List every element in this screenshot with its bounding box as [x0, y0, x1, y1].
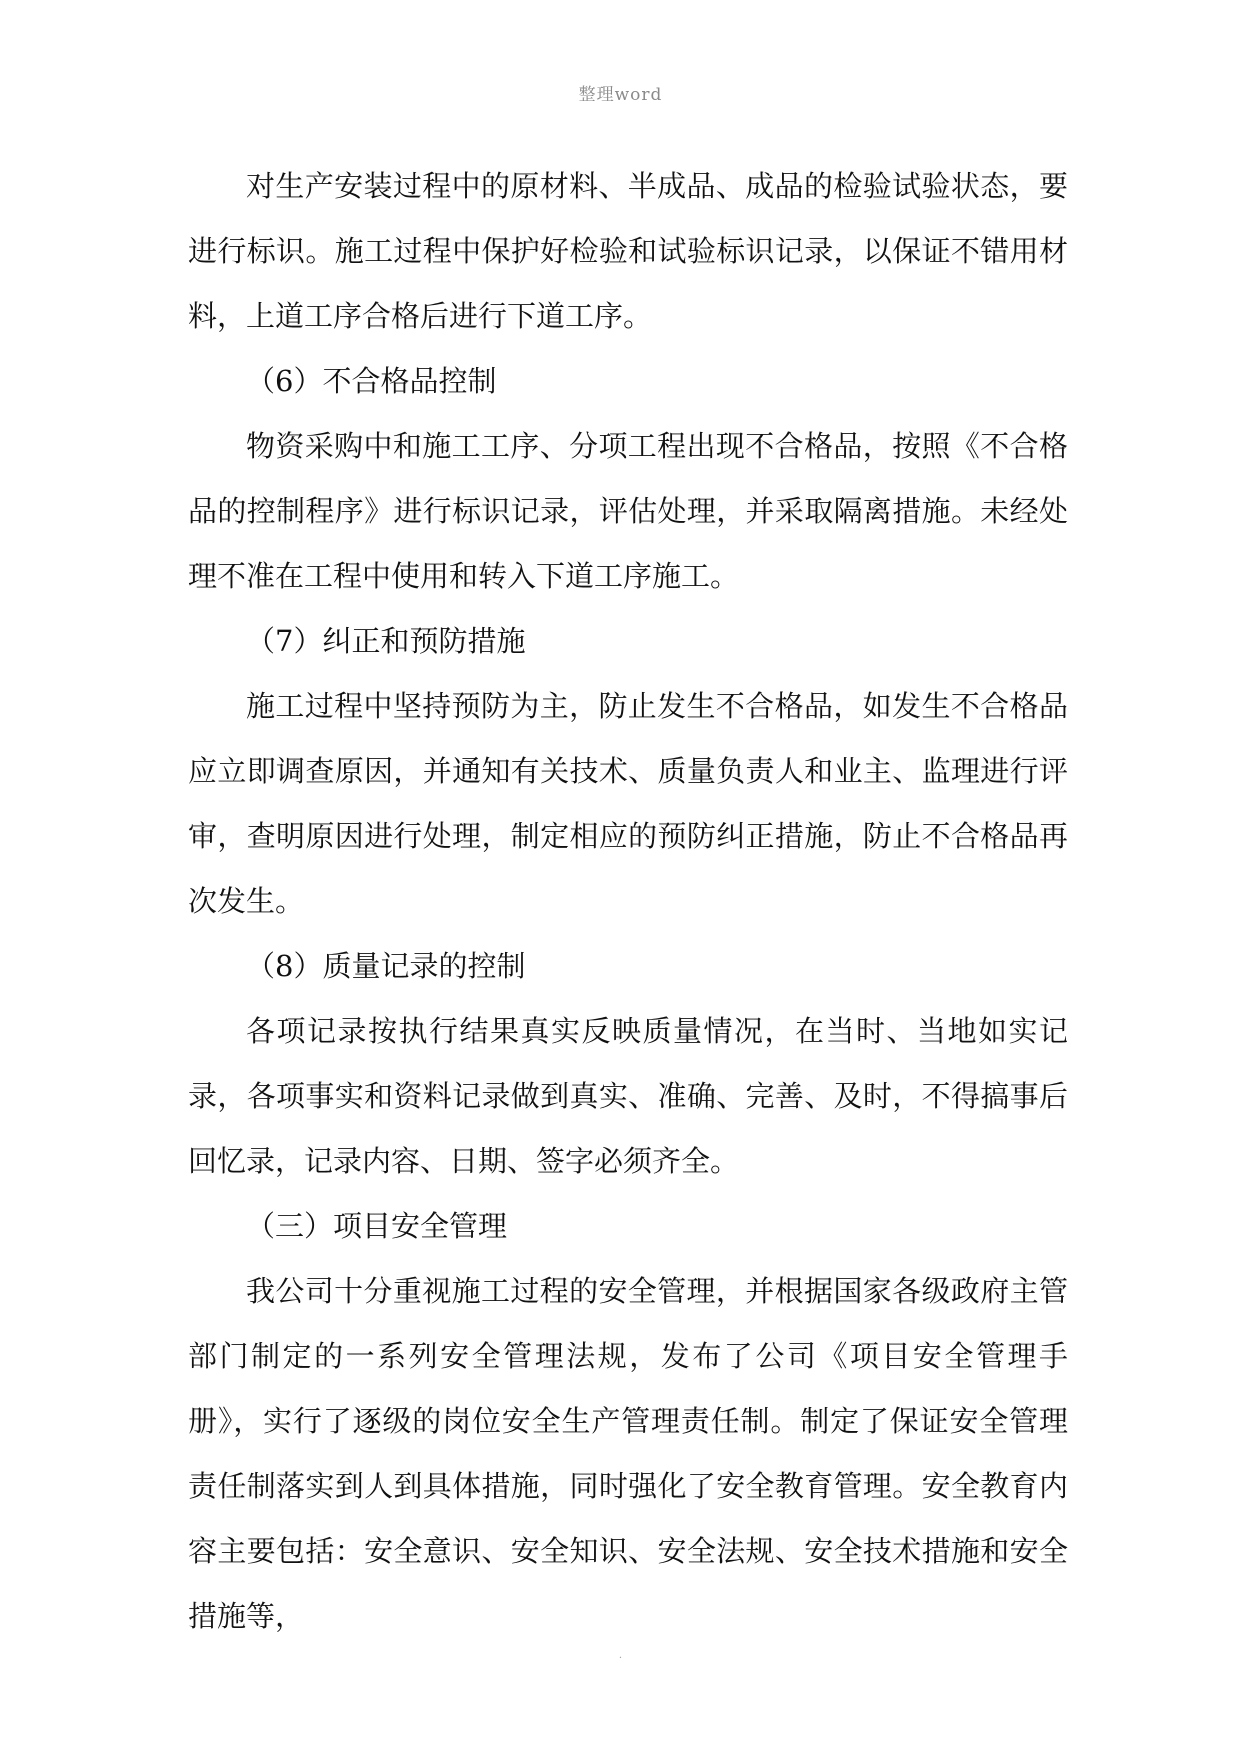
paragraph-nonconforming-control: 物资采购中和施工工序、分项工程出现不合格品，按照《不合格品的控制程序》进行标识记录，评估处理，并采取隔离措施。未经处理不准在工程中使用和转入下道工序施工。: [188, 429, 1068, 593]
paragraph-project-safety: 我公司十分重视施工过程的安全管理，并根据国家各级政府主管部门制定的一系列安全管理法规，发布了公司《项目安全管理手册》，实行了逐级的岗位安全生产管理责任制。制定了保证安全管理责任制落实到人到具体措施，同时强化了安全教育管理。安全教育内容主要包括：安全意识、安全知识、安全法规、安全技术措施和安全措施等，: [188, 1274, 1068, 1633]
paragraph-inspection-status: 对生产安装过程中的原材料、半成品、成品的检验试验状态，要进行标识。施工过程中保护好检验和试验标识记录，以保证不错用材料，上道工序合格后进行下道工序。: [188, 169, 1068, 333]
heading-quality-records: （8）质量记录的控制: [246, 949, 526, 983]
page-header: 整理word: [578, 85, 663, 105]
paragraph-corrective-preventive: 施工过程中坚持预防为主，防止发生不合格品，如发生不合格品应立即调查原因，并通知有关技术、质量负责人和业主、监理进行评审，查明原因进行处理，制定相应的预防纠正措施，防止不合格品再次发生。: [188, 689, 1068, 918]
heading-corrective-preventive: （7）纠正和预防措施: [246, 624, 526, 658]
document-body: [188, 154, 1068, 1649]
heading-nonconforming-control: （6）不合格品控制: [246, 364, 497, 398]
heading-project-safety: （三）项目安全管理: [246, 1209, 508, 1243]
page-footer-mark: .: [618, 1650, 623, 1661]
paragraph-quality-records: 各项记录按执行结果真实反映质量情况，在当时、当地如实记录，各项事实和资料记录做到真实、准确、完善、及时，不得搞事后回忆录，记录内容、日期、签字必须齐全。: [188, 1014, 1068, 1178]
